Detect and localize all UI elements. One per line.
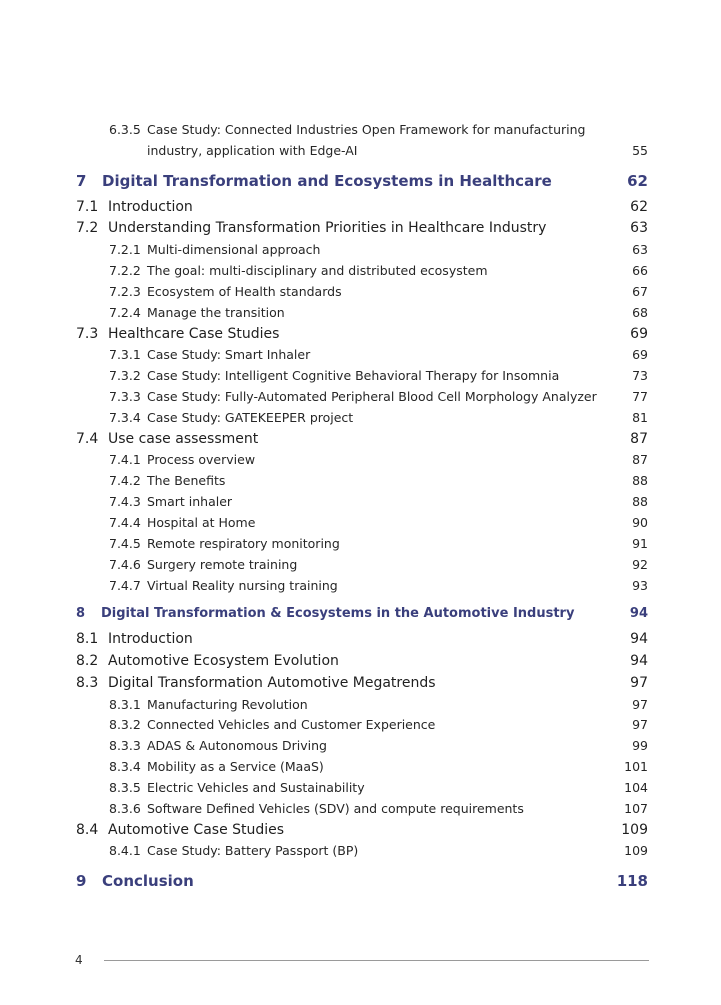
toc-entry-number: 8 bbox=[76, 606, 86, 621]
toc-entry-number: 7.2.4 bbox=[109, 305, 141, 320]
toc-section-entry[interactable] bbox=[0, 675, 721, 695]
toc-entry-title: Case Study: GATEKEEPER project bbox=[147, 410, 354, 425]
toc-entry-number: 7.3.1 bbox=[109, 347, 141, 362]
toc-entry-title: Digital Transformation Automotive Megatrends bbox=[108, 675, 436, 691]
toc-entry-page: 55 bbox=[632, 143, 648, 158]
toc-entry-title: Case Study: Connected Industries Open Framework for manufacturing bbox=[147, 122, 586, 137]
toc-entry-number: 7.2 bbox=[76, 220, 99, 236]
toc-entry-title: Automotive Case Studies bbox=[108, 822, 285, 838]
toc-entry-page: 90 bbox=[632, 515, 648, 530]
toc-entry-number: 8.3.4 bbox=[109, 759, 141, 774]
toc-entry-number: 7.2.1 bbox=[109, 242, 141, 257]
toc-entry-title: Healthcare Case Studies bbox=[108, 326, 280, 342]
toc-entry-number: 8.3 bbox=[76, 675, 99, 691]
toc-entry-title: ADAS & Autonomous Driving bbox=[147, 738, 327, 753]
toc-entry-page: 118 bbox=[616, 872, 648, 890]
toc-entry-title: Case Study: Fully-Automated Peripheral Blood Cell Morphology Analyzer bbox=[147, 389, 597, 404]
toc-subsection-entry[interactable] bbox=[0, 242, 721, 262]
toc-chapter-entry[interactable] bbox=[0, 872, 721, 892]
toc-entry-number: 7.2.2 bbox=[109, 263, 141, 278]
toc-subsection-entry[interactable] bbox=[0, 843, 721, 863]
toc-subsection-entry[interactable] bbox=[0, 717, 721, 737]
toc-subsection-entry[interactable] bbox=[0, 305, 721, 325]
toc-entry-number: 7.1 bbox=[76, 199, 99, 215]
toc-subsection-entry[interactable] bbox=[0, 780, 721, 800]
toc-subsection-entry[interactable] bbox=[0, 452, 721, 472]
toc-entry-number: 8.3.1 bbox=[109, 697, 141, 712]
toc-entry-page: 67 bbox=[632, 284, 648, 299]
toc-entry-page: 62 bbox=[627, 172, 648, 190]
toc-entry-number: 8.4.1 bbox=[109, 843, 141, 858]
toc-entry-number: 6.3.5 bbox=[109, 122, 141, 137]
toc-entry-number: 7.4 bbox=[76, 431, 99, 447]
toc-subsection-entry[interactable] bbox=[0, 738, 721, 758]
toc-entry-number: 8.2 bbox=[76, 653, 99, 669]
toc-entry-page: 107 bbox=[624, 801, 648, 816]
toc-entry-title: Manage the transition bbox=[147, 305, 285, 320]
toc-entry-number: 9 bbox=[76, 872, 87, 890]
toc-subsection-entry[interactable] bbox=[0, 347, 721, 367]
toc-entry-title-cont: industry, application with Edge-AI bbox=[147, 143, 358, 158]
toc-entry-number: 8.3.5 bbox=[109, 780, 141, 795]
toc-entry-title: Multi-dimensional approach bbox=[147, 242, 321, 257]
toc-entry-page: 91 bbox=[632, 536, 648, 551]
toc-entry-title: The goal: multi-disciplinary and distributed ecosystem bbox=[147, 263, 488, 278]
toc-entry-number: 7.2.3 bbox=[109, 284, 141, 299]
toc-entry-title: Ecosystem of Health standards bbox=[147, 284, 342, 299]
toc-entry-page: 109 bbox=[621, 822, 648, 838]
toc-subsection-entry[interactable] bbox=[0, 578, 721, 598]
toc-entry-continued[interactable] bbox=[0, 122, 721, 142]
toc-subsection-entry[interactable] bbox=[0, 515, 721, 535]
toc-subsection-entry[interactable] bbox=[0, 759, 721, 779]
toc-entry-title: Conclusion bbox=[102, 872, 194, 890]
toc-entry-page: 63 bbox=[630, 220, 648, 236]
toc-entry-title: Automotive Ecosystem Evolution bbox=[108, 653, 339, 669]
toc-entry-number: 7.4.2 bbox=[109, 473, 141, 488]
toc-entry-number: 7.4.6 bbox=[109, 557, 141, 572]
toc-entry-page: 62 bbox=[630, 199, 648, 215]
toc-entry-page: 94 bbox=[630, 653, 648, 669]
toc-entry-title: Virtual Reality nursing training bbox=[147, 578, 338, 593]
toc-entry-number: 7.4.3 bbox=[109, 494, 141, 509]
toc-entry-title: Software Defined Vehicles (SDV) and compute requirements bbox=[147, 801, 524, 816]
toc-entry-page: 97 bbox=[632, 717, 648, 732]
toc-entry-page: 87 bbox=[632, 452, 648, 467]
toc-entry-page: 94 bbox=[629, 606, 648, 621]
toc-entry-page: 104 bbox=[624, 780, 648, 795]
toc-entry-page: 68 bbox=[632, 305, 648, 320]
toc-subsection-entry[interactable] bbox=[0, 697, 721, 717]
toc-entry-number: 7.4.4 bbox=[109, 515, 141, 530]
toc-subsection-entry[interactable] bbox=[0, 263, 721, 283]
toc-entry-number: 7.3.4 bbox=[109, 410, 141, 425]
toc-subsection-entry[interactable] bbox=[0, 284, 721, 304]
toc-entry-number: 7.3.2 bbox=[109, 368, 141, 383]
toc-entry-title: Introduction bbox=[108, 631, 193, 647]
toc-entry-title: Surgery remote training bbox=[147, 557, 298, 572]
toc-entry-page: 97 bbox=[632, 697, 648, 712]
toc-entry-title: Understanding Transformation Priorities in Healthcare Industry bbox=[108, 220, 547, 236]
toc-entry-title: Case Study: Smart Inhaler bbox=[147, 347, 311, 362]
toc-entry-title: Digital Transformation & Ecosystems in the Automotive Industry bbox=[101, 606, 575, 621]
page-number: 4 bbox=[75, 953, 83, 967]
toc-entry-page: 63 bbox=[632, 242, 648, 257]
toc-entry-page: 88 bbox=[632, 473, 648, 488]
toc-subsection-entry[interactable] bbox=[0, 557, 721, 577]
toc-entry-page: 101 bbox=[624, 759, 648, 774]
toc-entry-number: 7.3 bbox=[76, 326, 99, 342]
toc-section-entry[interactable] bbox=[0, 199, 721, 219]
toc-entry-title: Use case assessment bbox=[108, 431, 259, 447]
toc-entry-title: Introduction bbox=[108, 199, 193, 215]
toc-section-entry[interactable] bbox=[0, 822, 721, 842]
toc-entry-title: Hospital at Home bbox=[147, 515, 256, 530]
toc-entry-title: Digital Transformation and Ecosystems in Healthcare bbox=[102, 172, 552, 190]
toc-entry-page: 87 bbox=[630, 431, 648, 447]
toc-entry-number: 8.3.6 bbox=[109, 801, 141, 816]
toc-entry-page: 92 bbox=[632, 557, 648, 572]
toc-entry-number: 7.3.3 bbox=[109, 389, 141, 404]
toc-entry-page: 81 bbox=[632, 410, 648, 425]
toc-entry-page: 94 bbox=[630, 631, 648, 647]
toc-entry-page: 99 bbox=[632, 738, 648, 753]
toc-entry-number: 7.4.5 bbox=[109, 536, 141, 551]
toc-entry-number: 8.3.2 bbox=[109, 717, 141, 732]
toc-subsection-entry[interactable] bbox=[0, 801, 721, 821]
toc-entry-number: 7.4.7 bbox=[109, 578, 141, 593]
toc-entry-page: 109 bbox=[624, 843, 648, 858]
toc-section-entry[interactable] bbox=[0, 326, 721, 346]
toc-entry-number: 8.3.3 bbox=[109, 738, 141, 753]
toc-section-entry[interactable] bbox=[0, 220, 721, 240]
toc-entry-title: Case Study: Intelligent Cognitive Behavioral Therapy for Insomnia bbox=[147, 368, 560, 383]
toc-entry-title: Mobility as a Service (MaaS) bbox=[147, 759, 324, 774]
toc-subsection-entry[interactable] bbox=[0, 473, 721, 493]
toc-entry-title: Remote respiratory monitoring bbox=[147, 536, 340, 551]
toc-entry-number: 8.1 bbox=[76, 631, 99, 647]
toc-entry-page: 73 bbox=[632, 368, 648, 383]
toc-subsection-entry[interactable] bbox=[0, 389, 721, 409]
toc-entry-number: 8.4 bbox=[76, 822, 99, 838]
toc-entry-title: Smart inhaler bbox=[147, 494, 233, 509]
toc-entry-continued-line2[interactable] bbox=[0, 143, 721, 163]
toc-entry-title: The Benefits bbox=[147, 473, 226, 488]
toc-entry-page: 69 bbox=[630, 326, 648, 342]
toc-subsection-entry[interactable] bbox=[0, 494, 721, 514]
toc-entry-title: Electric Vehicles and Sustainability bbox=[147, 780, 365, 795]
toc-subsection-entry[interactable] bbox=[0, 536, 721, 556]
toc-entry-page: 69 bbox=[632, 347, 648, 362]
toc-entry-title: Manufacturing Revolution bbox=[147, 697, 308, 712]
toc-entry-title: Connected Vehicles and Customer Experience bbox=[147, 717, 436, 732]
toc-entry-number: 7 bbox=[76, 172, 87, 190]
footer-divider bbox=[104, 960, 649, 961]
toc-chapter-entry[interactable] bbox=[0, 172, 721, 192]
toc-entry-page: 66 bbox=[632, 263, 648, 278]
toc-entry-page: 77 bbox=[632, 389, 648, 404]
toc-entry-title: Process overview bbox=[147, 452, 256, 467]
toc-entry-number: 7.4.1 bbox=[109, 452, 141, 467]
toc-section-entry[interactable] bbox=[0, 431, 721, 451]
toc-entry-page: 93 bbox=[632, 578, 648, 593]
toc-subsection-entry[interactable] bbox=[0, 410, 721, 430]
toc-entry-page: 88 bbox=[632, 494, 648, 509]
toc-subsection-entry[interactable] bbox=[0, 368, 721, 388]
toc-entry-page: 97 bbox=[630, 675, 648, 691]
toc-entry-title: Case Study: Battery Passport (BP) bbox=[147, 843, 359, 858]
toc-chapter-entry[interactable] bbox=[0, 606, 721, 626]
toc-section-entry[interactable] bbox=[0, 631, 721, 651]
toc-section-entry[interactable] bbox=[0, 653, 721, 673]
